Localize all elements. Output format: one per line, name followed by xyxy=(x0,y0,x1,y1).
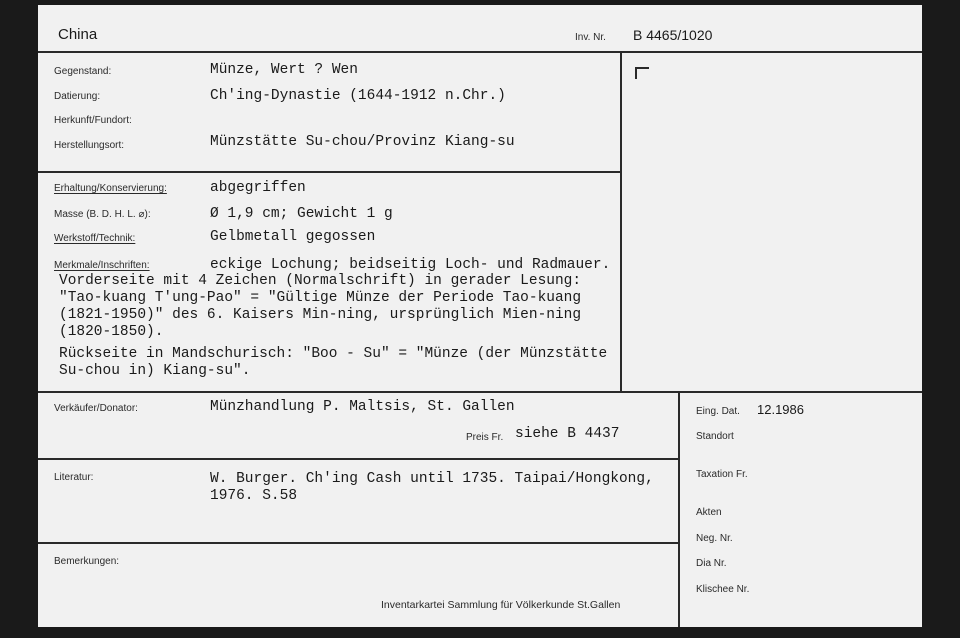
erhaltung-label: Erhaltung/Konservierung: xyxy=(54,183,167,194)
werkstoff-label: Werkstoff/Technik: xyxy=(54,233,136,244)
herstellungsort-value: Münzstätte Su-chou/Provinz Kiang-su xyxy=(210,134,515,150)
standort-label: Standort xyxy=(696,431,734,442)
taxation-label: Taxation Fr. xyxy=(696,469,748,480)
inventory-card xyxy=(38,5,922,627)
divider-literature xyxy=(38,542,680,544)
verkaeufer-value: Münzhandlung P. Maltsis, St. Gallen xyxy=(210,399,515,415)
corner-mark xyxy=(635,67,649,79)
merkmale-line: (1821-1950)" des 6. Kaisers Min-ning, ursprünglich Mien-ning xyxy=(59,307,582,323)
erhaltung-value: abgegriffen xyxy=(210,180,306,196)
merkmale-line: Rückseite in Mandschurisch: "Boo - Su" = "Münze (der Münzstätte xyxy=(59,346,608,362)
herstellungsort-label: Herstellungsort: xyxy=(54,140,125,151)
literatur-label: Literatur: xyxy=(54,472,94,483)
literatur-line: 1976. S.58 xyxy=(210,488,298,504)
merkmale-line: "Tao-kuang T'ung-Pao" = "Gültige Münze der Periode Tao-kuang xyxy=(59,290,582,306)
merkmale-line: Vorderseite mit 4 Zeichen (Normalschrift) in gerader Lesung: xyxy=(59,273,582,289)
divider-object xyxy=(38,171,622,173)
datierung-label: Datierung: xyxy=(54,91,101,102)
divider-header xyxy=(38,51,922,53)
eing-dat-value: 12.1986 xyxy=(757,402,804,417)
merkmale-line: Su-chou in) Kiang-su". xyxy=(59,363,251,379)
klischee-nr-label: Klischee Nr. xyxy=(696,584,750,595)
masse-label: Masse (B. D. H. L. ⌀): xyxy=(54,209,151,220)
merkmale-label: Merkmale/Inschriften: xyxy=(54,260,150,271)
divider-right-top xyxy=(620,51,622,392)
inv-nr-value: B 4465/1020 xyxy=(633,27,713,43)
akten-label: Akten xyxy=(696,507,722,518)
datierung-value: Ch'ing-Dynastie (1644-1912 n.Chr.) xyxy=(210,88,506,104)
herkunft-label: Herkunft/Fundort: xyxy=(54,115,132,126)
masse-value: Ø 1,9 cm; Gewicht 1 g xyxy=(210,206,393,222)
neg-nr-label: Neg. Nr. xyxy=(696,533,733,544)
divider-right-bottom xyxy=(678,391,680,627)
literatur-line: W. Burger. Ch'ing Cash until 1735. Taipai/Hongkong, xyxy=(210,471,654,487)
merkmale-first-line: eckige Lochung; beidseitig Loch- und Radmauer. xyxy=(210,257,611,273)
divider-acquisition xyxy=(38,458,680,460)
divider-condition xyxy=(38,391,922,393)
eing-dat-label: Eing. Dat. xyxy=(696,406,740,417)
preis-value: siehe B 4437 xyxy=(515,426,620,442)
bemerkungen-label: Bemerkungen: xyxy=(54,556,120,567)
inv-nr-label: Inv. Nr. xyxy=(575,32,606,43)
dia-nr-label: Dia Nr. xyxy=(696,558,727,569)
gegenstand-label: Gegenstand: xyxy=(54,66,112,77)
merkmale-line: (1820-1850). xyxy=(59,324,164,340)
verkaeufer-label: Verkäufer/Donator: xyxy=(54,403,138,414)
preis-label: Preis Fr. xyxy=(466,432,504,443)
country-value: China xyxy=(58,26,98,43)
gegenstand-value: Münze, Wert ? Wen xyxy=(210,62,358,78)
werkstoff-value: Gelbmetall gegossen xyxy=(210,229,376,245)
institution-footer: Inventarkartei Sammlung für Völkerkunde St.Gallen xyxy=(381,599,621,611)
